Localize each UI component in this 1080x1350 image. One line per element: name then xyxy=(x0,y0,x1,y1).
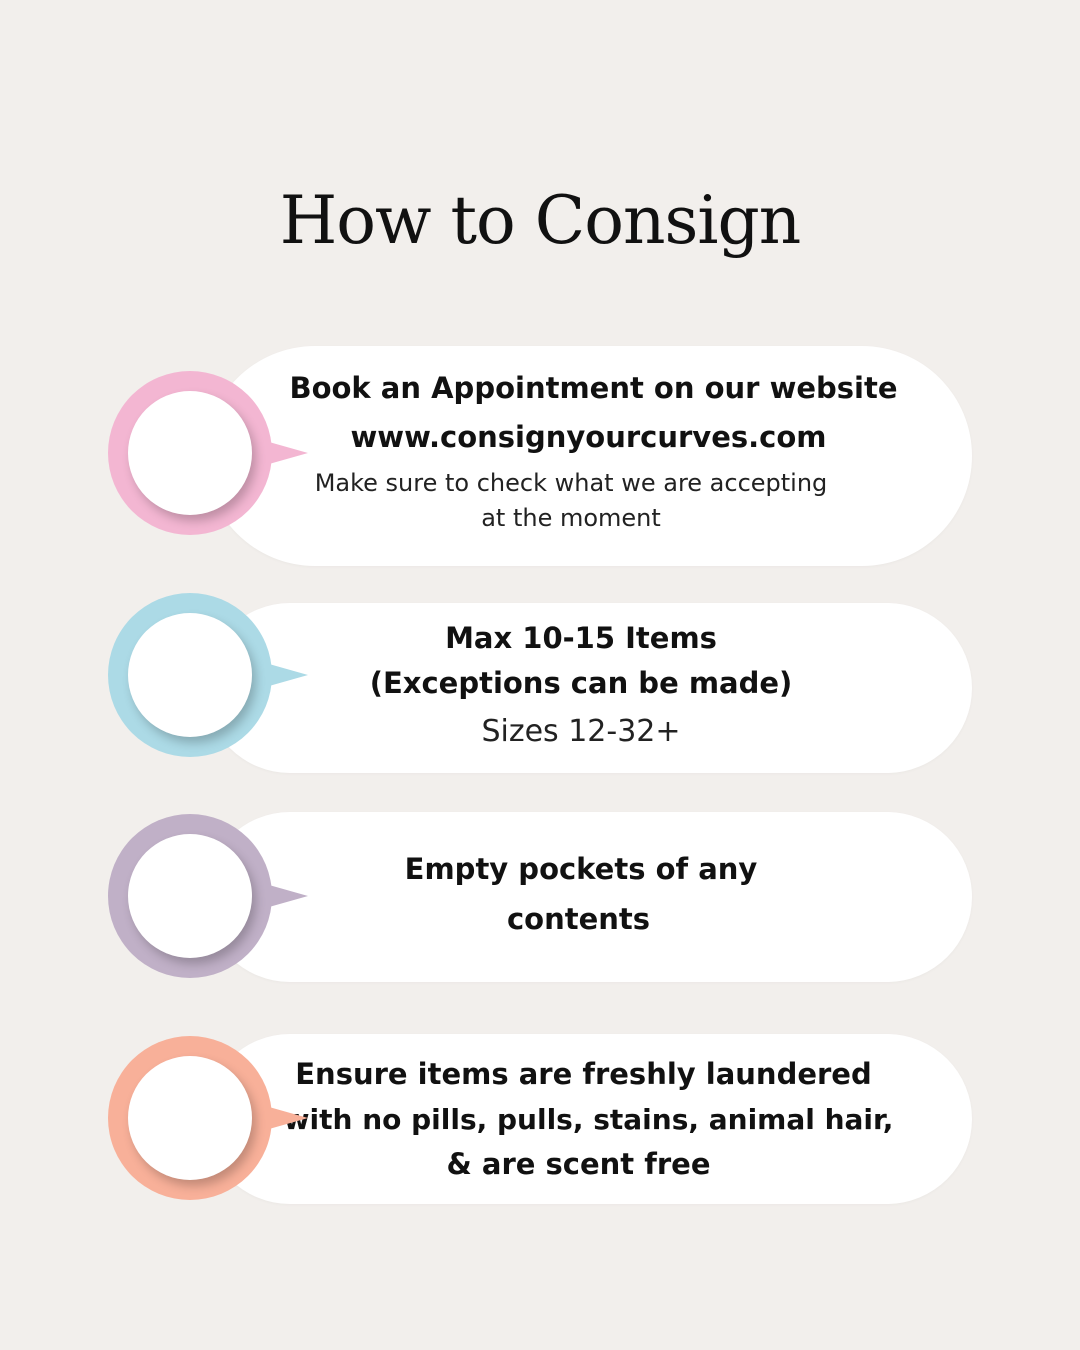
step-4-line-3: & are scent free xyxy=(446,1146,711,1181)
step-1-note-line-1: Make sure to check what we are accepting xyxy=(314,469,828,497)
step-4-card xyxy=(205,1034,972,1204)
step-3-subheading: contents xyxy=(506,902,651,936)
step-2-circle xyxy=(128,613,252,737)
step-1-note-line-2: at the moment xyxy=(481,504,661,532)
step-1-website: www.consignyourcurves.com xyxy=(350,420,827,454)
step-2-card xyxy=(205,603,972,773)
page-title: How to Consign xyxy=(279,182,801,259)
step-3-card xyxy=(205,812,972,982)
step-3-pointer xyxy=(262,883,308,909)
step-2-subheading: (Exceptions can be made) xyxy=(369,666,793,700)
step-4-line-2: with no pills, pulls, stains, animal hair, xyxy=(283,1102,894,1136)
step-1-circle xyxy=(128,391,252,515)
step-1-heading: Book an Appointment on our website xyxy=(289,371,898,405)
step-4-pointer xyxy=(262,1105,308,1131)
step-2-sizes: Sizes 12-32+ xyxy=(481,714,681,749)
step-4-circle xyxy=(128,1056,252,1180)
step-3-heading: Empty pockets of any xyxy=(404,852,758,886)
step-1-card xyxy=(205,346,972,566)
step-1-pointer xyxy=(262,440,308,466)
step-3-circle xyxy=(128,834,252,958)
step-2-heading: Max 10-15 Items xyxy=(445,621,717,655)
step-2-pointer xyxy=(262,662,308,688)
step-4-line-1: Ensure items are freshly laundered xyxy=(295,1056,872,1091)
